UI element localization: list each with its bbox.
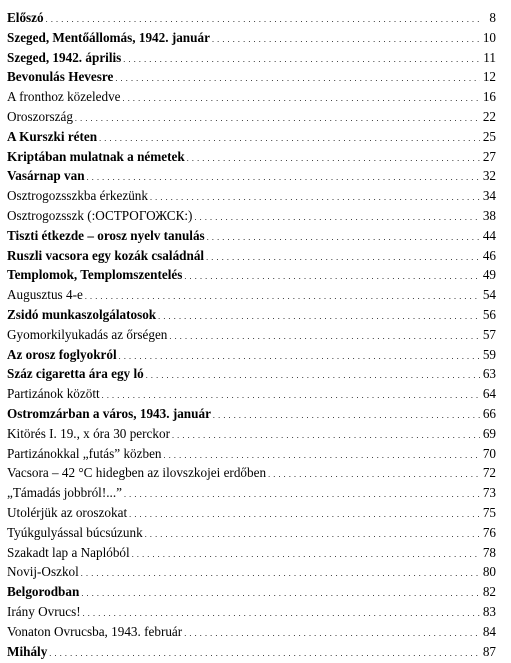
toc-entry-page: 87 [482,642,496,662]
dot-leader [184,622,480,644]
toc-entry-title: Száz cigaretta ára egy ló [7,364,144,384]
toc-entry [7,582,496,602]
dot-leader [268,463,480,485]
toc-entry-title: Partizánok között [7,384,100,404]
toc-entry-title: Novij-Oszkol [7,562,79,582]
dot-leader [206,246,480,268]
toc-entry-page: 66 [482,404,496,424]
toc-entry [7,246,496,266]
toc-entry-page: 73 [482,483,496,503]
toc-entry-page: 11 [482,48,496,68]
toc-entry-page: 44 [482,226,496,246]
toc-entry-page: 32 [482,166,496,186]
toc-entry-page: 57 [482,325,496,345]
toc-entry [7,622,496,642]
dot-leader [99,127,480,149]
toc-entry-title: Bevonulás Hevesre [7,67,113,87]
toc-entry [7,127,496,147]
toc-entry-page: 27 [482,147,496,167]
toc-entry [7,404,496,424]
toc-entry [7,87,496,107]
toc-entry-title: Mihály [7,642,47,662]
toc-entry-page: 72 [482,463,496,483]
toc-entry [7,305,496,325]
dot-leader [184,265,480,287]
dot-leader [187,147,480,169]
toc-entry-page: 78 [482,543,496,563]
toc-entry [7,483,496,503]
toc-entry [7,186,496,206]
toc-entry-page: 70 [482,444,496,464]
toc-entry-title: Osztrogozsszk (:ОСТРОГОЖСК:) [7,206,192,226]
dot-leader [123,48,480,70]
dot-leader [83,602,480,624]
dot-leader [158,305,480,327]
toc-entry-title: Vacsora – 42 °C hidegben az ilovszkojei erdőben [7,463,266,483]
toc-entry-title: Vonaton Ovrucsba, 1943. február [7,622,182,642]
toc-entry-page: 56 [482,305,496,325]
dot-leader [85,285,480,307]
toc-entry-title: Gyomorkilyukadás az őrségen [7,325,167,345]
dot-leader [213,404,480,426]
toc-entry-title: Augusztus 4-e [7,285,83,305]
toc-entry [7,147,496,167]
dot-leader [146,364,480,386]
toc-entry [7,48,496,68]
dot-leader [119,345,480,367]
dot-leader [87,166,480,188]
dot-leader [212,28,480,50]
toc-entry-page: 54 [482,285,496,305]
dot-leader [194,206,480,228]
toc-entry-page: 75 [482,503,496,523]
toc-entry-page: 69 [482,424,496,444]
toc-entry-title: Partizánokkal „futás” közben [7,444,162,464]
dot-leader [164,444,480,466]
toc-entry [7,384,496,404]
toc-entry-page: 34 [482,186,496,206]
toc-entry-title: Osztrogozsszkba érkezünk [7,186,148,206]
toc-entry-page: 49 [482,265,496,285]
toc-entry-page: 64 [482,384,496,404]
dot-leader [75,107,480,129]
toc-entry-title: Templomok, Templomszentelés [7,265,182,285]
toc-entry-page: 25 [482,127,496,147]
toc-entry-page: 82 [482,582,496,602]
dot-leader [207,226,480,248]
toc-entry [7,28,496,48]
toc-entry-title: „Támadás jobbról!...” [7,483,122,503]
toc-entry-title: Zsidó munkaszolgálatosok [7,305,156,325]
toc-entry-title: Belgorodban [7,582,79,602]
toc-entry-title: A fronthoz közeledve [7,87,121,107]
toc-entry-page: 22 [482,107,496,127]
toc-entry [7,424,496,444]
toc-entry-title: Vasárnap van [7,166,85,186]
toc-entry-page: 8 [482,8,496,28]
toc-entry [7,226,496,246]
toc-entry [7,107,496,127]
toc-entry-title: Kriptában mulatnak a németek [7,147,185,167]
toc-entry-title: Tyúkgulyással búcsúzunk [7,523,143,543]
dot-leader [129,503,480,525]
toc-entry-page: 63 [482,364,496,384]
toc-entry-title: Tiszti étkezde – orosz nyelv tanulás [7,226,205,246]
toc-entry [7,265,496,285]
toc-entry [7,364,496,384]
dot-leader [169,325,480,347]
toc-entry [7,345,496,365]
dot-leader [123,87,480,109]
dot-leader [102,384,480,406]
toc-entry [7,523,496,543]
toc-entry [7,67,496,87]
dot-leader [81,582,480,604]
toc-entry-title: Utolérjük az oroszokat [7,503,127,523]
toc-entry-page: 83 [482,602,496,622]
dot-leader [46,8,480,30]
dot-leader [172,424,480,446]
toc-entry-title: Szakadt lap a Naplóból [7,543,130,563]
toc-entry [7,602,496,622]
toc-entry-title: Kitörés I. 19., x óra 30 perckor [7,424,170,444]
dot-leader [145,523,480,545]
toc-entry-title: Az orosz foglyokról [7,345,117,365]
toc-entry [7,206,496,226]
table-of-contents [7,8,496,661]
toc-entry [7,503,496,523]
toc-entry [7,444,496,464]
toc-entry [7,642,496,662]
dot-leader [124,483,480,505]
toc-entry-page: 38 [482,206,496,226]
toc-entry [7,562,496,582]
toc-entry-page: 12 [482,67,496,87]
toc-entry-page: 16 [482,87,496,107]
toc-entry-page: 59 [482,345,496,365]
dot-leader [49,642,480,663]
toc-entry-page: 76 [482,523,496,543]
toc-entry [7,285,496,305]
toc-entry-title: Szeged, Mentőállomás, 1942. január [7,28,210,48]
dot-leader [81,562,480,584]
toc-entry-title: Ruszli vacsora egy kozák családnál [7,246,204,266]
toc-entry-title: Oroszország [7,107,73,127]
toc-entry-page: 46 [482,246,496,266]
dot-leader [132,543,480,565]
toc-entry-title: Szeged, 1942. április [7,48,121,68]
toc-entry-title: Előszó [7,8,44,28]
dot-leader [115,67,480,89]
toc-entry [7,463,496,483]
toc-entry [7,543,496,563]
toc-entry [7,8,496,28]
toc-entry-title: A Kurszki réten [7,127,97,147]
toc-entry-title: Irány Ovrucs! [7,602,81,622]
toc-entry [7,166,496,186]
toc-entry-page: 84 [482,622,496,642]
dot-leader [150,186,480,208]
toc-entry-page: 10 [482,28,496,48]
toc-entry [7,325,496,345]
toc-entry-title: Ostromzárban a város, 1943. január [7,404,211,424]
toc-entry-page: 80 [482,562,496,582]
